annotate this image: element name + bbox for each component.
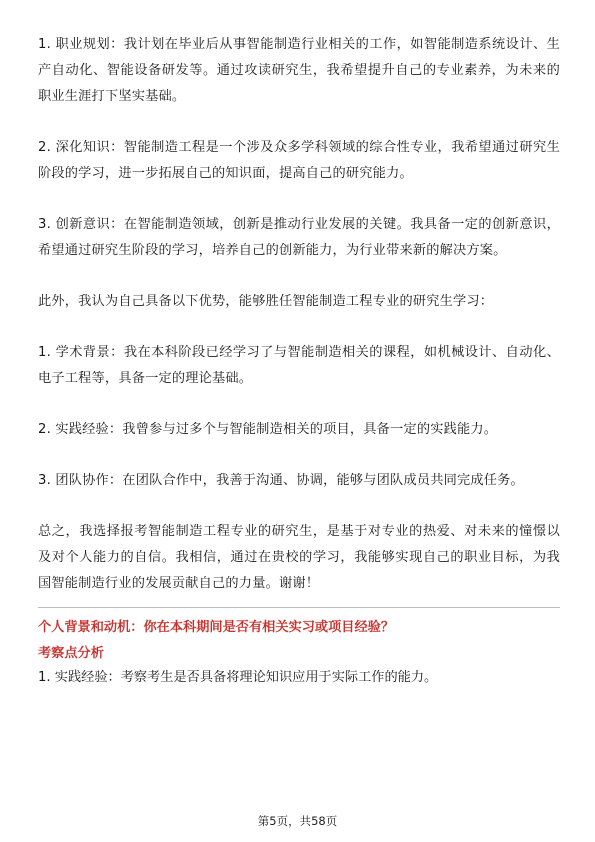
- analysis-item: 1. 实践经验：考察考生是否具备将理论知识应用于实际工作的能力。: [38, 670, 438, 685]
- section-divider: [38, 607, 560, 608]
- paragraph-advantages-intro: 此外，我认为自己具备以下优势，能够胜任智能制造工程专业的研究生学习：: [38, 294, 494, 309]
- paragraph-innovation: 3. 创新意识：在智能制造领域，创新是推动行业发展的关键。我具备一定的创新意识，希望通过研究生阶段的学习，培养自己的创新能力，为行业带来新的解决方案。: [38, 217, 560, 258]
- interview-question: 个人背景和动机：你在本科期间是否有相关实习或项目经验？: [38, 620, 395, 635]
- paragraph-conclusion: 总之，我选择报考智能制造工程专业的研究生，是基于对专业的热爱、对未来的憧憬以及对个人能力的自信。我相信，通过在贵校的学习，我能够实现自己的职业目标，为我国智能制造行业的发展贡献自己的力量。谢谢！: [38, 524, 560, 591]
- analysis-heading: 考察点分析: [38, 646, 104, 661]
- paragraph-teamwork: 3. 团队协作：在团队合作中，我善于沟通、协调，能够与团队成员共同完成任务。: [38, 473, 524, 488]
- paragraph-practical-experience: 2. 实践经验：我曾参与过多个与智能制造相关的项目，具备一定的实践能力。: [38, 422, 498, 437]
- paragraph-career-plan: 1. 职业规划：我计划在毕业后从事智能制造行业相关的工作，如智能制造系统设计、生产自动化、智能设备研发等。通过攻读研究生，我希望提升自己的专业素养，为未来的职业生涯打下坚实基础。: [38, 37, 560, 104]
- page-number-footer: 第5页，共58页: [257, 814, 338, 828]
- paragraph-deepen-knowledge: 2. 深化知识：智能制造工程是一个涉及众多学科领域的综合性专业，我希望通过研究生阶段的学习，进一步拓展自己的知识面，提高自己的研究能力。: [38, 140, 560, 181]
- paragraph-academic-background: 1. 学术背景：我在本科阶段已经学习了与智能制造相关的课程，如机械设计、自动化、电子工程等，具备一定的理论基础。: [38, 345, 560, 386]
- document-page: [38, 32, 560, 690]
